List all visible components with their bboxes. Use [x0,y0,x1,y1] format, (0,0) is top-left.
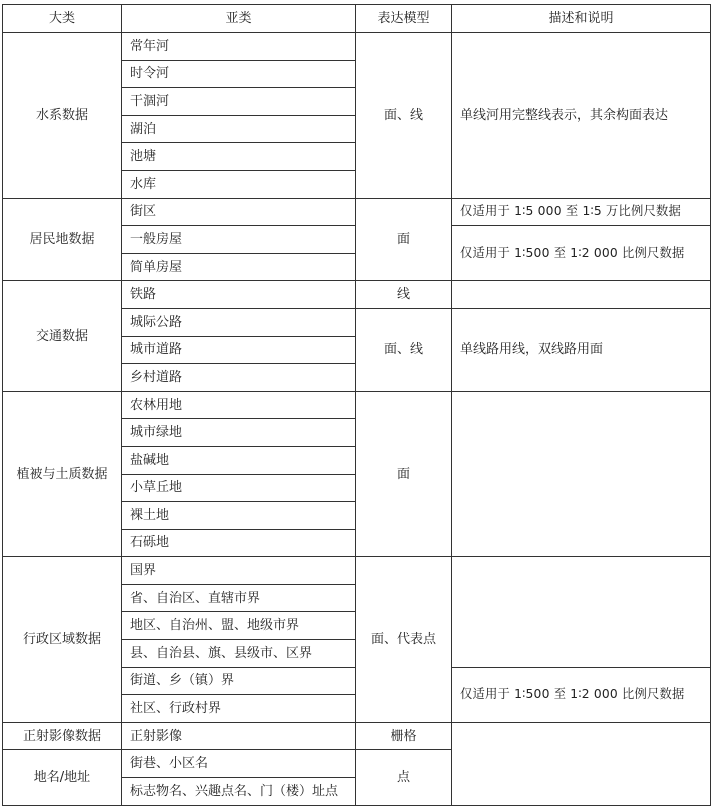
description-cell: 单线河用完整线表示，其余构面表达 [452,33,711,199]
subcategory-cell: 街道、乡（镇）界 [122,667,356,695]
subcategory-cell: 城市绿地 [122,419,356,447]
description-cell [452,281,711,309]
table-row [3,557,711,585]
table-row [3,281,711,309]
header-category: 大类 [3,5,122,33]
category-cell: 植被与土质数据 [3,391,122,557]
header-row [3,5,711,33]
description-cell: 仅适用于 1∶5 000 至 1∶5 万比例尺数据 [452,198,711,226]
description-cell [452,557,711,667]
subcategory-cell: 地区、自治州、盟、地级市界 [122,612,356,640]
subcategory-cell: 正射影像 [122,722,356,750]
subcategory-cell: 城市道路 [122,336,356,364]
subcategory-cell: 常年河 [122,33,356,61]
model-cell: 点 [356,750,452,805]
category-cell: 地名/地址 [3,750,122,805]
classification-table [2,4,711,806]
subcategory-cell: 干涸河 [122,88,356,116]
subcategory-cell: 简单房屋 [122,253,356,281]
model-cell: 面、线 [356,33,452,199]
subcategory-cell: 裸土地 [122,502,356,530]
description-cell: 仅适用于 1∶500 至 1∶2 000 比例尺数据 [452,667,711,722]
model-cell: 面、代表点 [356,557,452,723]
category-cell: 行政区域数据 [3,557,122,723]
subcategory-cell: 街巷、小区名 [122,750,356,778]
subcategory-cell: 石砾地 [122,529,356,557]
subcategory-cell: 乡村道路 [122,364,356,392]
subcategory-cell: 盐碱地 [122,446,356,474]
subcategory-cell: 街区 [122,198,356,226]
description-cell: 单线路用线，双线路用面 [452,308,711,391]
subcategory-cell: 农林用地 [122,391,356,419]
description-cell [452,391,711,557]
subcategory-cell: 社区、行政村界 [122,695,356,723]
category-cell: 水系数据 [3,33,122,199]
category-cell: 正射影像数据 [3,722,122,750]
subcategory-cell: 时令河 [122,60,356,88]
table-row [3,722,711,750]
subcategory-cell: 省、自治区、直辖市界 [122,584,356,612]
table-row [3,391,711,419]
model-cell: 栅格 [356,722,452,750]
subcategory-cell: 小草丘地 [122,474,356,502]
description-cell: 仅适用于 1∶500 至 1∶2 000 比例尺数据 [452,226,711,281]
subcategory-cell: 铁路 [122,281,356,309]
subcategory-cell: 湖泊 [122,115,356,143]
description-cell [452,722,711,805]
model-cell: 面 [356,391,452,557]
table-row [3,33,711,61]
subcategory-cell: 县、自治县、旗、县级市、区界 [122,640,356,668]
model-cell: 面、线 [356,308,452,391]
table-row [3,198,711,226]
subcategory-cell: 池塘 [122,143,356,171]
subcategory-cell: 城际公路 [122,308,356,336]
category-cell: 交通数据 [3,281,122,391]
category-cell: 居民地数据 [3,198,122,281]
model-cell: 面 [356,198,452,281]
header-description: 描述和说明 [452,5,711,33]
subcategory-cell: 标志物名、兴趣点名、门（楼）址点 [122,778,356,806]
subcategory-cell: 一般房屋 [122,226,356,254]
subcategory-cell: 国界 [122,557,356,585]
subcategory-cell: 水库 [122,170,356,198]
header-model: 表达模型 [356,5,452,33]
header-subcategory: 亚类 [122,5,356,33]
model-cell: 线 [356,281,452,309]
